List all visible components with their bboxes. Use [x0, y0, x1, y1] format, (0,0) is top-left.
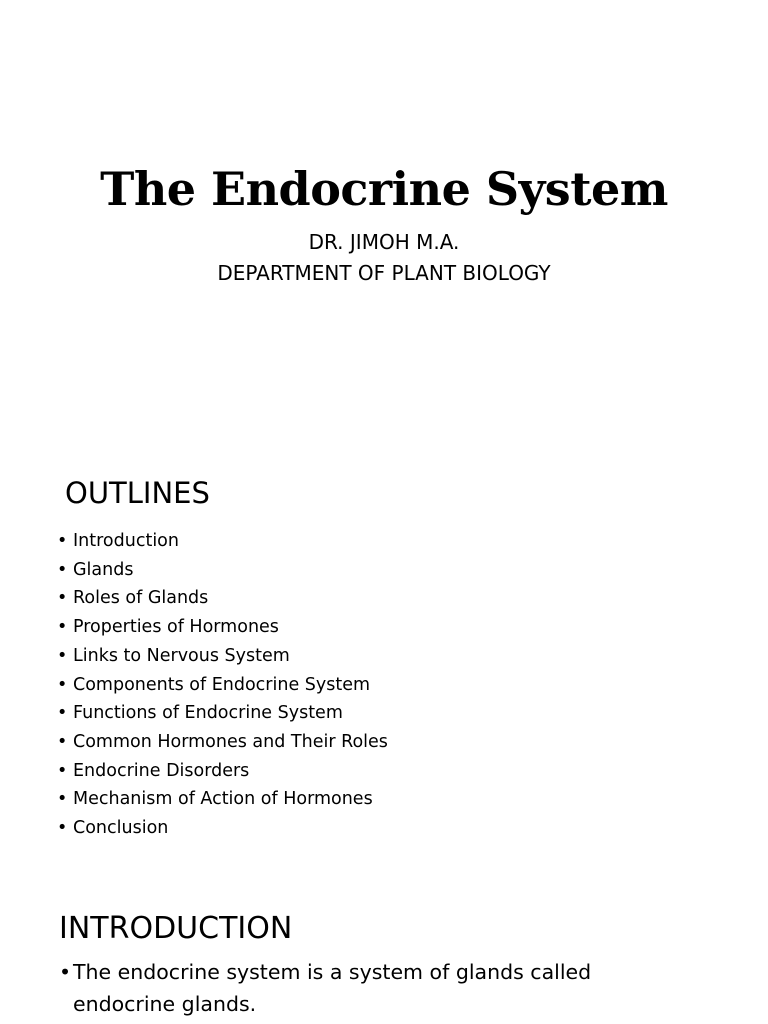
introduction-heading: INTRODUCTION: [59, 911, 293, 946]
bullet-icon: •: [57, 760, 68, 781]
list-item-label: Introduction: [73, 531, 179, 551]
title-slide: [0, 0, 768, 432]
slide-title: The Endocrine System: [100, 162, 668, 216]
list-item-label: Mechanism of Action of Hormones: [73, 789, 373, 810]
list-item-label: Links to Nervous System: [73, 645, 290, 666]
bullet-icon: •: [57, 588, 68, 609]
bullet-icon: •: [57, 559, 68, 580]
outline-list: [57, 527, 388, 843]
list-item: [57, 785, 388, 814]
list-item: [57, 527, 388, 556]
list-item-label: Components of Endocrine System: [73, 674, 371, 695]
bullet-icon: •: [57, 531, 68, 551]
bullet-icon: •: [59, 960, 72, 984]
bullet-icon: •: [57, 789, 68, 810]
list-item-label: Endocrine Disorders: [73, 760, 250, 781]
bullet-icon: •: [57, 731, 68, 752]
bullet-icon: •: [57, 674, 68, 695]
list-item: [57, 613, 388, 642]
list-item-label: Properties of Hormones: [73, 617, 279, 638]
list-item-label: Functions of Endocrine System: [73, 703, 343, 724]
list-item: [57, 671, 388, 700]
list-item-label: Conclusion: [73, 818, 169, 839]
department-name: DEPARTMENT OF PLANT BIOLOGY: [217, 261, 551, 285]
list-item: [57, 728, 388, 757]
bullet-icon: •: [57, 818, 68, 839]
outline-heading: OUTLINES: [65, 476, 210, 510]
list-item: [57, 556, 388, 585]
list-item-label: Roles of Glands: [73, 588, 209, 609]
author-name: DR. JIMOH M.A.: [308, 230, 460, 254]
list-item: [57, 584, 388, 613]
list-item: [57, 699, 388, 728]
bullet-icon: •: [57, 645, 68, 666]
list-item: [57, 642, 388, 671]
list-item: [57, 757, 388, 786]
introduction-text: The endocrine system is a system of glands called endocrine glands.: [73, 960, 592, 1016]
list-item-label: Common Hormones and Their Roles: [73, 731, 388, 752]
bullet-icon: •: [57, 617, 68, 638]
list-item-label: Glands: [73, 559, 134, 580]
list-item: [57, 814, 388, 843]
bullet-icon: •: [57, 703, 68, 724]
introduction-paragraph: [59, 956, 699, 1020]
